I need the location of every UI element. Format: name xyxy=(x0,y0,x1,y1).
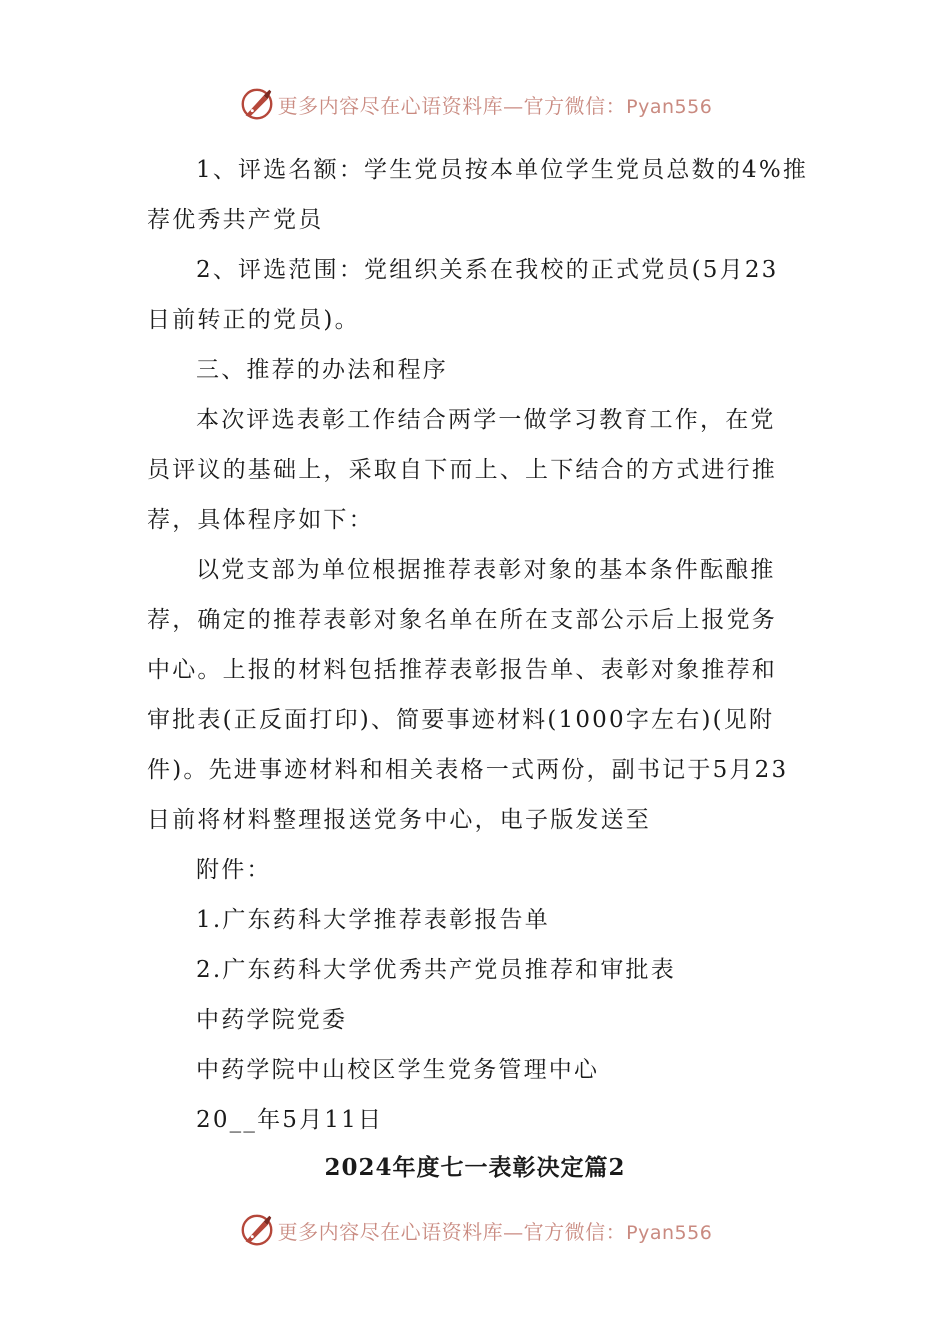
paragraph-line: 以党支部为单位根据推荐表彰对象的基本条件酝酿推 xyxy=(196,557,776,583)
attachment-item: 2.广东药科大学优秀共产党员推荐和审批表 xyxy=(196,957,676,983)
signature-org: 中药学院党委 xyxy=(196,1007,348,1033)
paragraph-line: 本次评选表彰工作结合两学一做学习教育工作，在党 xyxy=(196,407,776,433)
watermark-banner-bottom xyxy=(0,1208,950,1252)
pen-nib-logo-icon xyxy=(238,85,276,123)
paragraph-line: 荐，确定的推荐表彰对象名单在所在支部公示后上报党务 xyxy=(147,607,777,633)
paragraph-line: 日前转正的党员)。 xyxy=(147,307,360,333)
watermark-banner-top xyxy=(0,82,950,126)
signature-org: 中药学院中山校区学生党务管理中心 xyxy=(196,1057,600,1083)
pen-nib-logo-icon xyxy=(238,1211,276,1249)
paragraph-line: 日前将材料整理报送党务中心，电子版发送至 xyxy=(147,807,651,833)
paragraph-line: 2、评选范围：党组织关系在我校的正式党员(5月23 xyxy=(196,257,779,283)
paragraph-line: 员评议的基础上，采取自下而上、上下结合的方式进行推 xyxy=(147,457,777,483)
section-subheading: 三、推荐的办法和程序 xyxy=(196,357,448,383)
paragraph-line: 件)。先进事迹材料和相关表格一式两份，副书记于5月23 xyxy=(147,757,789,783)
watermark-text: 更多内容尽在心语资料库—官方微信：Pyan556 xyxy=(277,1219,713,1244)
attachment-item: 1.广东药科大学推荐表彰报告单 xyxy=(196,907,550,933)
paragraph-line: 审批表(正反面打印)、简要事迹材料(1000字左右)(见附 xyxy=(147,707,775,733)
section-heading: 2024年度七一表彰决定篇2 xyxy=(324,1154,626,1181)
wechat-id: Pyan556 xyxy=(626,95,713,118)
paragraph-line: 1、评选名额：学生党员按本单位学生党员总数的4%推 xyxy=(196,157,809,183)
paragraph-line: 荐优秀共产党员 xyxy=(147,207,324,233)
wechat-id: Pyan556 xyxy=(626,1221,713,1244)
paragraph-line: 中心。上报的材料包括推荐表彰报告单、表彰对象推荐和 xyxy=(147,657,777,683)
signature-date: 20__年5月11日 xyxy=(196,1107,384,1133)
watermark-text: 更多内容尽在心语资料库—官方微信：Pyan556 xyxy=(277,93,713,118)
attachments-label: 附件： xyxy=(196,857,272,883)
paragraph-line: 荐，具体程序如下： xyxy=(147,507,374,533)
